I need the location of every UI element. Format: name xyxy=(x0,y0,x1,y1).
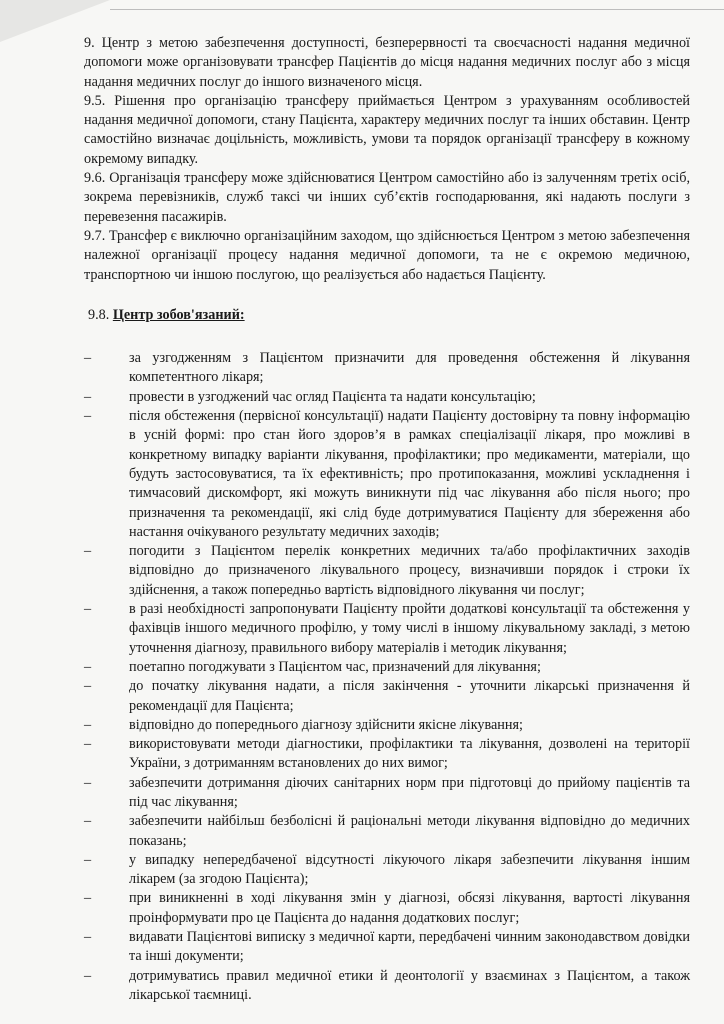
list-item: – погодити з Пацієнтом перелік конкретних медичних та/або профілактичних заходів відповідно до призначеного лікувального процесу, визначивши порядок і строки їх здійснення, а також попередньо вартість відповідного лікування чи послуг; xyxy=(129,542,690,600)
list-item: – забезпечити дотримання діючих санітарних норм при підготовці до прийому пацієнтів та під час лікування; xyxy=(129,774,690,813)
list-item: – при виникненні в ході лікування змін у діагнозі, обсязі лікування, вартості лікування проінформувати про це Пацієнта до надання додаткових послуг; xyxy=(129,889,690,928)
list-item: – провести в узгоджений час огляд Пацієнта та надати консультацію; xyxy=(129,388,690,407)
list-item: – у випадку непередбаченої відсутності лікуючого лікаря забезпечити лікування іншим лікарем (за згодою Пацієнта); xyxy=(129,851,690,890)
list-item: – за узгодженням з Пацієнтом призначити для проведення обстеження й лікування компетентного лікаря; xyxy=(129,349,690,388)
section-title: Центр зобов'язаний: xyxy=(112,306,245,323)
list-item: – видавати Пацієнтові виписку з медичної карти, передбачені чинним законодавством довідки та інші документи; xyxy=(129,928,690,967)
list-item: – дотримуватись правил медичної етики й деонтології у взаєминах з Пацієнтом, а також лікарської таємниці. xyxy=(129,967,690,1006)
paragraph-9-4: 9. Центр з метою забезпечення доступності, безперервності та своєчасності надання медичної допомоги може організовувати трансфер Пацієнтів до місця надання медичних послуг або з місця надання медичних послуг до іншого визначеного місця. xyxy=(84,35,690,90)
paragraph-9-7: 9.7. Трансфер є виключно організаційним заходом, що здійснюється Центром з метою забезпечення належної організації процесу надання медичної допомоги, та не є окремою медичною, транспортною чи іншою послугою, що реалізується або надається Пацієнту. xyxy=(84,227,690,283)
list-item: – використовувати методи діагностики, профілактики та лікування, дозволені на території України, з дотриманням встановлених до них вимог; xyxy=(129,735,690,774)
duties-list xyxy=(84,349,690,1005)
paragraph-9-6: 9.6. Організація трансферу може здійснюватися Центром самостійно або із залученням третіх осіб, зокрема перевізників, служб таксі чи інших суб’єктів господарювання, які надають послуги з перевезення пасажирів. xyxy=(84,170,690,225)
section-number: 9.8. xyxy=(88,306,110,323)
document-body xyxy=(84,34,690,1005)
spacer xyxy=(84,285,690,306)
list-item: – до початку лікування надати, а після закінчення - уточнити лікарські призначення й рекомендації для Пацієнта; xyxy=(129,677,690,716)
page-top-edge xyxy=(110,9,724,10)
list-item: – забезпечити найбільш безболісні й раціональні методи лікування відповідно до медичних показань; xyxy=(129,812,690,851)
list-item: – відповідно до попереднього діагнозу здійснити якісне лікування; xyxy=(129,716,690,735)
section-heading xyxy=(88,306,690,325)
list-item: – після обстеження (первісної консультації) надати Пацієнту достовірну та повну інформацію в усній формі: про стан його здоров’я в рамках спеціалізації лікаря, про можливі в конкретному випадку варіанти лікування, профілактики; про медикаменти, матеріали, що будуть застосовуватися, та їх ефективність; про протипоказання, можливі ускладнення і тимчасовий дискомфорт, які можуть виникнути під час лікування або після нього; про призначення та рекомендації, які слід буде дотримуватися Пацієнту для збереження або настання очікуваного результату медичних заходів; xyxy=(129,407,690,542)
list-item: – в разі необхідності запропонувати Пацієнту пройти додаткові консультації та обстеження у фахівців іншого медичного профілю, у тому числі в іншому лікувальному закладі, з метою уточнення діагнозу, правильного вибору матеріалів і методик лікування; xyxy=(129,600,690,658)
paragraph-9-5: 9.5. Рішення про організацію трансферу приймається Центром з урахуванням особливостей надання медичної допомоги, стану Пацієнта, характеру медичних послуг та інших обставин. Центр самостійно визначає доцільність, можливість, умови та порядок організації трансферу в кожному окремому випадку. xyxy=(84,92,690,167)
list-item: – поетапно погоджувати з Пацієнтом час, призначений для лікування; xyxy=(129,658,690,677)
